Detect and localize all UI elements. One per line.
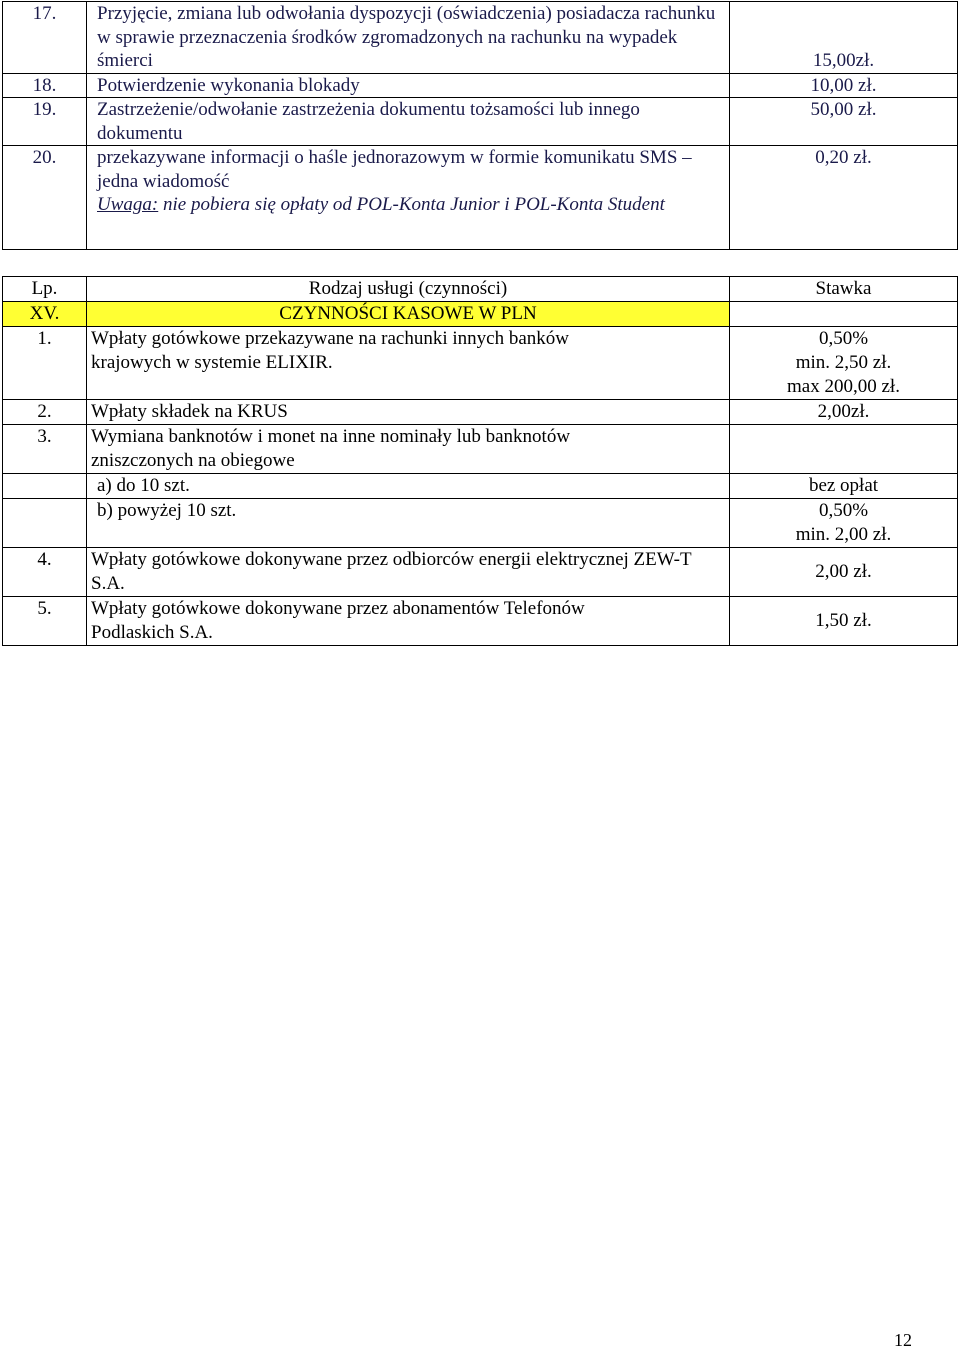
- header-rate: Stawka: [730, 277, 958, 302]
- rate-max: max 200,00 zł.: [787, 376, 900, 397]
- service-rate: 2,00zł.: [730, 400, 958, 425]
- service-description: Potwierdzenie wykonania blokady: [87, 73, 730, 98]
- row-number: 1.: [3, 327, 87, 400]
- service-text: Wymiana banknotów i monet na inne nominały lub banknotów zniszczonych na obiegowe: [91, 426, 571, 471]
- service-rate: 10,00 zł.: [730, 73, 958, 98]
- service-description: Zastrzeżenie/odwołanie zastrzeżenia dokumentu tożsamości lub innego dokumentu: [87, 98, 730, 146]
- service-description: [87, 597, 730, 646]
- table-row: [3, 146, 958, 250]
- section-rate-empty: [730, 302, 958, 327]
- table-row: [3, 327, 958, 400]
- service-description: Wpłaty składek na KRUS: [87, 400, 730, 425]
- row-number: [3, 474, 87, 499]
- table-row: [3, 548, 958, 597]
- service-rate: 50,00 zł.: [730, 98, 958, 146]
- section-number: XV.: [3, 302, 87, 327]
- table-row: [3, 73, 958, 98]
- section-title: CZYNNOŚCI KASOWE W PLN: [87, 302, 730, 327]
- service-description: a) do 10 szt.: [87, 474, 730, 499]
- service-text: Wpłaty gotówkowe przekazywane na rachunki innych banków krajowych w systemie ELIXIR.: [91, 328, 569, 373]
- service-description: Wpłaty gotówkowe dokonywane przez odbiorców energii elektrycznej ZEW-T S.A.: [87, 548, 730, 597]
- section-row: [3, 302, 958, 327]
- service-rate: 1,50 zł.: [730, 597, 958, 646]
- rate-percent: 0,50%: [818, 500, 869, 521]
- service-description: Przyjęcie, zmiana lub odwołania dyspozycji (oświadczenia) posiadacza rachunku w sprawie przeznaczenia środków zgromadzonych na rachunku na wypadek śmierci: [87, 2, 730, 74]
- row-number: 5.: [3, 597, 87, 646]
- service-rate: [730, 499, 958, 548]
- row-number: 18.: [3, 73, 87, 98]
- row-number: [3, 499, 87, 548]
- row-number: 4.: [3, 548, 87, 597]
- rate-min: min. 2,50 zł.: [795, 352, 892, 373]
- table-row: [3, 2, 958, 74]
- service-description: [87, 146, 730, 250]
- service-text: Wpłaty gotówkowe dokonywane przez abonamentów Telefonów Podlaskich S.A.: [91, 598, 585, 643]
- note-label: Uwaga:: [97, 194, 159, 215]
- row-number: 17.: [3, 2, 87, 74]
- fee-table-continued: [2, 1, 958, 250]
- fee-table-cash-operations: [2, 276, 958, 646]
- service-description: b) powyżej 10 szt.: [87, 499, 730, 548]
- table-row: [3, 474, 958, 499]
- row-number: 20.: [3, 146, 87, 250]
- row-number: 2.: [3, 400, 87, 425]
- service-note: [97, 193, 725, 217]
- note-text: nie pobiera się opłaty od POL-Konta Junior i POL-Konta Student: [158, 194, 665, 215]
- table-row: [3, 499, 958, 548]
- rate-percent: 0,50%: [818, 328, 869, 349]
- row-number: 19.: [3, 98, 87, 146]
- table-row: [3, 400, 958, 425]
- service-description: [87, 327, 730, 400]
- table-row: [3, 597, 958, 646]
- service-text: przekazywane informacji o haśle jednorazowym w formie komunikatu SMS – jedna wiadomość: [97, 147, 692, 192]
- header-lp: Lp.: [3, 277, 87, 302]
- service-rate: [730, 327, 958, 400]
- service-rate: [730, 425, 958, 474]
- page-number: 12: [894, 1330, 912, 1350]
- service-rate: bez opłat: [730, 474, 958, 499]
- service-rate: 0,20 zł.: [730, 146, 958, 250]
- rate-min: min. 2,00 zł.: [795, 524, 892, 545]
- service-rate: 2,00 zł.: [730, 548, 958, 597]
- header-service: Rodzaj usługi (czynności): [87, 277, 730, 302]
- service-description: [87, 425, 730, 474]
- row-number: 3.: [3, 425, 87, 474]
- table-row: [3, 425, 958, 474]
- table-header-row: [3, 277, 958, 302]
- service-rate: 15,00zł.: [730, 2, 958, 74]
- table-row: [3, 98, 958, 146]
